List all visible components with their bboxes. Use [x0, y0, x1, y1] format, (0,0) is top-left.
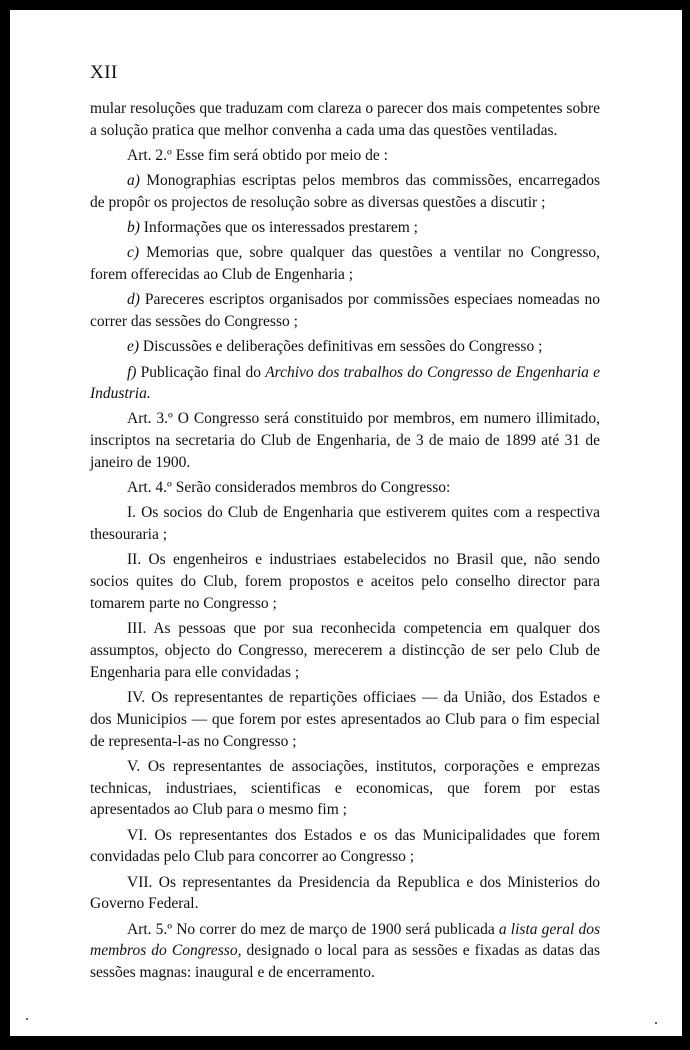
item-c-letter: c) — [127, 244, 140, 262]
article-2: Art. 2.º Esse fim será obtido por meio de : — [127, 146, 388, 164]
item-a-letter: a) — [127, 172, 140, 190]
item-f-text: Publicação final do — [140, 363, 261, 381]
print-speck — [655, 1022, 657, 1024]
item-d-text: Pareceres escriptos organisados por commissões especiaes nomeadas no correr das sessões do Congresso ; — [90, 291, 601, 331]
item-b-text: Informações que os interessados prestarem ; — [143, 219, 418, 237]
article-5-italic: a lista geral dos membros do Congresso, — [90, 920, 600, 960]
item-d-letter: d) — [127, 291, 140, 309]
member-class-5: V. Os representantes de associações, institutos, corporações e emprezas technicas, industriaes, scientificas e economicas, que forem por estas apresentados ao Club para o mesmo fim ; — [90, 757, 600, 819]
article-5-head: Art. 5.º No correr do mez de março de 1900 será publicada — [127, 920, 495, 938]
article-4: Art. 4.º Serão considerados membros do Congresso: — [127, 479, 451, 497]
item-f-letter: f) — [127, 363, 137, 381]
article-5 — [90, 919, 600, 984]
member-class-7: VII. Os representantes da Presidencia da Republica e dos Ministerios do Governo Federal. — [90, 873, 600, 913]
body-text — [90, 98, 600, 987]
item-b-letter: b) — [127, 219, 140, 237]
item-e — [90, 336, 600, 358]
item-e-text: Discussões e deliberações definitivas em sessões do Congresso ; — [142, 338, 543, 356]
print-speck — [26, 1018, 28, 1020]
article-3: Art. 3.º O Congresso será constituido por membros, em numero illimitado, inscriptos na secretaria do Club de Engenharia, de 3 de maio de 1899 até 31 de janeiro de 1900. — [90, 410, 600, 472]
member-class-1: I. Os socios do Club de Engenharia que estiverem quites com a respectiva thesouraria ; — [90, 504, 600, 544]
item-d — [90, 289, 600, 333]
member-class-3: III. As pessoas que por sua reconhecida competencia em qualquer dos assumptos, objecto do Congresso, merecerem a distincção de ser pelo Club de Engenharia para elle convidadas ; — [90, 620, 600, 681]
member-class-6: VI. Os representantes dos Estados e os das Municipalidades que forem convidadas pelo Club para concorrer ao Congresso ; — [90, 826, 600, 866]
item-c — [90, 242, 600, 286]
item-e-letter: e) — [127, 338, 140, 356]
item-a — [90, 170, 600, 214]
member-class-2: II. Os engenheiros e industriaes estabelecidos no Brasil que, não sendo socios quites do Club, forem propostos e aceitos pelo conselho director para tomarem parte no Congresso ; — [90, 551, 600, 613]
item-b — [90, 217, 600, 239]
item-c-text: Memorias que, sobre qualquer das questões a ventilar no Congresso, forem offerecidas ao Club de Engenharia ; — [90, 244, 601, 284]
member-class-4: IV. Os representantes de repartições officiaes — da União, dos Estados e dos Municipios — que forem por estes apresentados ao Club para o fim especial de representa-l-as no Congresso ; — [90, 689, 600, 750]
document-page — [10, 10, 682, 1036]
article-5-tail: designado o local para as sessões e fixadas as datas das sessões magnas: inaugural e de encerramento. — [90, 942, 601, 982]
item-f-italic: Archivo dos trabalhos do Congresso de Engenharia e Industria. — [90, 363, 600, 403]
page-number: XII — [90, 62, 118, 83]
paragraph-continuation: mular resoluções que traduzam com clareza o parecer dos mais competentes sobre a solução pratica que melhor convenha a cada uma das questões ventiladas. — [90, 100, 600, 139]
item-f — [90, 362, 600, 406]
item-a-text: Monographias escriptas pelos membros das commissões, encarregados de propôr os projectos de resolução sobre as diversas questões a discutir ; — [90, 172, 600, 211]
